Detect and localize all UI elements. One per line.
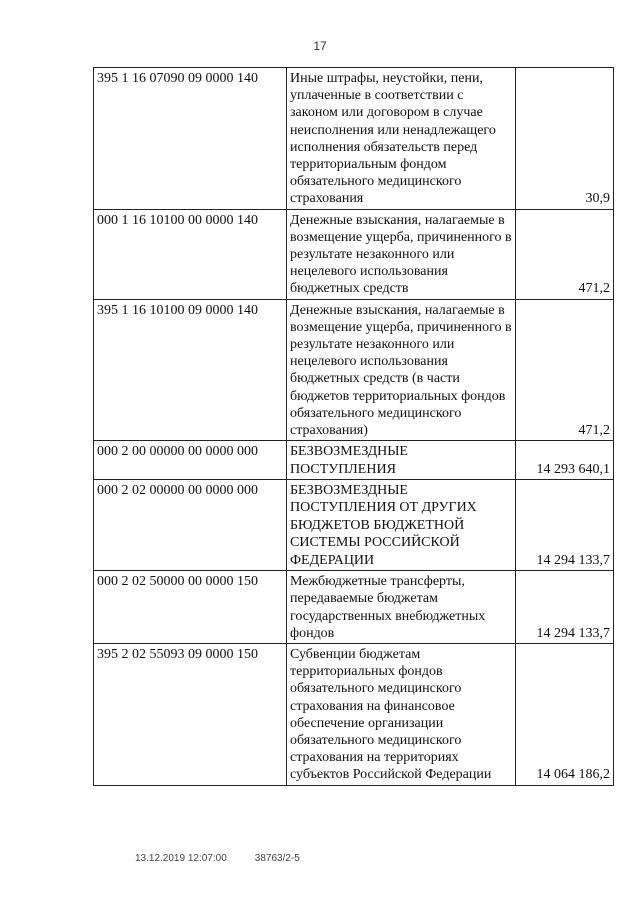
document-footer [135, 853, 300, 864]
budget-code-cell: 000 2 00 00000 00 0000 000 [94, 441, 287, 480]
budget-code-cell: 000 2 02 00000 00 0000 000 [94, 480, 287, 571]
table-row [94, 571, 614, 644]
amount-cell: 14 064 186,2 [516, 643, 614, 785]
table-row [94, 68, 614, 210]
revenue-name-cell: БЕЗВОЗМЕЗДНЫЕ ПОСТУПЛЕНИЯ [287, 441, 516, 480]
amount-cell: 30,9 [516, 68, 614, 210]
budget-code-cell: 395 1 16 10100 09 0000 140 [94, 299, 287, 441]
table-row [94, 299, 614, 441]
page-number: 17 [313, 39, 327, 53]
revenue-name-cell: Субвенции бюджетам территориальных фондов обязательного медицинского страхования на финансовое обеспечение организации обязательного медицинского страхования на территориях субъектов Российской Федерации [287, 643, 516, 785]
budget-revenue-table [93, 67, 614, 786]
budget-code-cell: 000 1 16 10100 00 0000 140 [94, 209, 287, 299]
table-row [94, 209, 614, 299]
amount-cell: 471,2 [516, 209, 614, 299]
revenue-name-cell: Денежные взыскания, налагаемые в возмещение ущерба, причиненного в результате незаконного или нецелевого использования бюджетных средств [287, 209, 516, 299]
budget-code-cell: 395 1 16 07090 09 0000 140 [94, 68, 287, 210]
revenue-name-cell: Иные штрафы, неустойки, пени, уплаченные в соответствии с законом или договором в случае неисполнения или ненадлежащего исполнения обязательств перед территориальным фондом обязательного медицинского страхования [287, 68, 516, 210]
footer-timestamp: 13.12.2019 12:07:00 [135, 853, 227, 864]
footer-document-id: 38763/2-5 [254, 853, 300, 864]
table-row [94, 643, 614, 785]
table-row [94, 441, 614, 480]
amount-cell: 14 294 133,7 [516, 480, 614, 571]
amount-cell: 14 293 640,1 [516, 441, 614, 480]
table-row [94, 480, 614, 571]
amount-cell: 471,2 [516, 299, 614, 441]
revenue-name-cell: Денежные взыскания, налагаемые в возмещение ущерба, причиненного в результате незаконного или нецелевого использования бюджетных средств (в части бюджетов территориальных фондов обязательного медицинского страхования) [287, 299, 516, 441]
budget-code-cell: 395 2 02 55093 09 0000 150 [94, 643, 287, 785]
revenue-name-cell: БЕЗВОЗМЕЗДНЫЕ ПОСТУПЛЕНИЯ ОТ ДРУГИХ БЮДЖЕТОВ БЮДЖЕТНОЙ СИСТЕМЫ РОССИЙСКОЙ ФЕДЕРАЦИИ [287, 480, 516, 571]
amount-cell: 14 294 133,7 [516, 571, 614, 644]
budget-code-cell: 000 2 02 50000 00 0000 150 [94, 571, 287, 644]
revenue-name-cell: Межбюджетные трансферты, передаваемые бюджетам государственных внебюджетных фондов [287, 571, 516, 644]
